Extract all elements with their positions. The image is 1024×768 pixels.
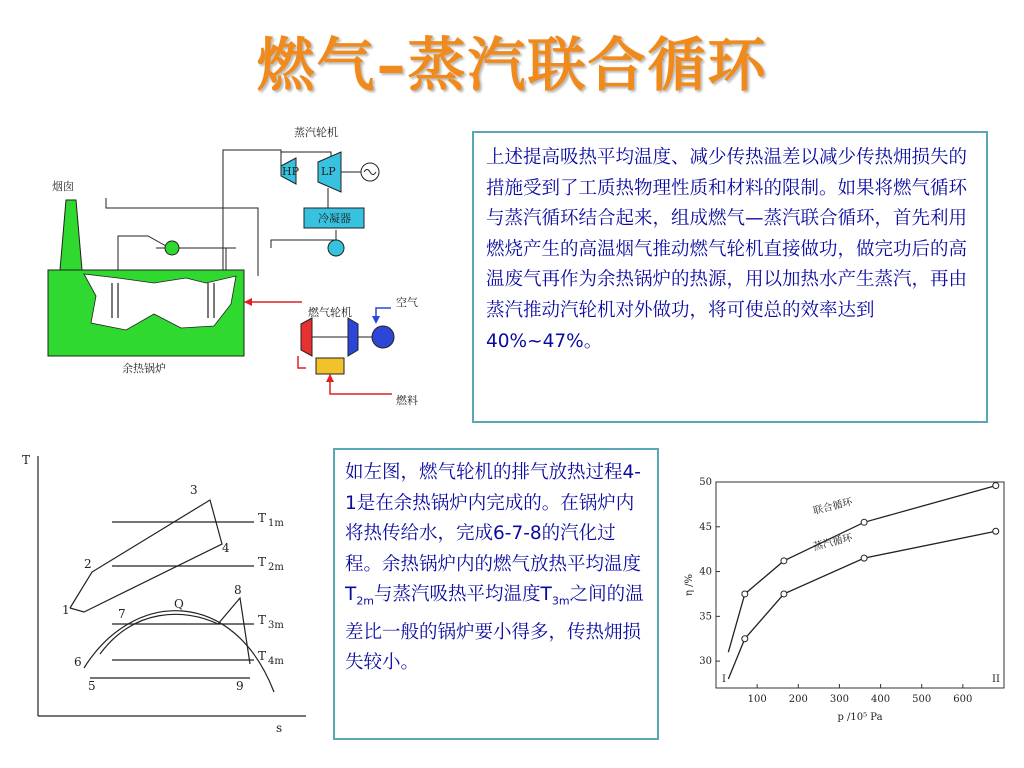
chimney-label: 烟囱 (52, 180, 74, 193)
y-tick-label-0: 30 (699, 656, 712, 668)
series-1-point-4 (993, 528, 999, 534)
s-axis-label: s (276, 721, 283, 735)
description-paragraph: 上述提高吸热平均温度、减少传热温差以减少传热㶲损失的措施受到了工质热物理性质和材料的限制。如果将燃气循环与蒸汽循环结合起来，组成燃气—蒸汽联合循环，首先利用燃烧产生的高温烟气推动燃气轮机直接做功，做完功后的高温废气再作为余热锅炉的热源，用以加热水产生蒸汽，再由蒸汽推动汽轮机对外做功，将可使总的效率达到40%~47%。 (486, 147, 968, 352)
series-line-0 (728, 486, 995, 653)
series-0-point-2 (781, 558, 787, 564)
y-axis-label: η /% (684, 573, 695, 597)
y-tick-label-4: 50 (699, 477, 712, 488)
point-9: 9 (236, 679, 244, 693)
point-6: 6 (74, 655, 82, 669)
point-1: 1 (62, 603, 70, 617)
t2m-label: T (258, 555, 267, 569)
region-label-i: I (722, 674, 726, 685)
y-tick-label-1: 35 (699, 611, 712, 623)
point-8: 8 (234, 583, 242, 597)
series-1-point-1 (742, 636, 748, 642)
description-box (472, 131, 988, 423)
x-tick-label-3: 400 (871, 694, 891, 705)
t1m-sub: 1m (268, 518, 284, 529)
condenser-label: 冷凝器 (318, 212, 351, 225)
chimney (60, 200, 82, 270)
region-label-ii: II (992, 674, 1000, 685)
t1m-label: T (258, 511, 267, 525)
series-0-point-4 (993, 483, 999, 489)
hp-label: HP (282, 165, 299, 178)
condensate-pump (328, 240, 344, 256)
ts-diagram (14, 448, 326, 740)
generator-icon-2 (372, 326, 394, 348)
efficiency-chart (672, 464, 1016, 726)
series-1-point-2 (781, 591, 787, 597)
explanation-sub1: 2m (356, 595, 375, 609)
x-tick-label-0: 100 (747, 694, 767, 705)
x-axis-label: p /10⁵ Pa (837, 712, 883, 723)
series-label-1: 蒸汽循环 (812, 532, 854, 554)
x-tick-label-5: 600 (953, 694, 973, 705)
point-3: 3 (190, 483, 198, 497)
series-label-0: 联合循环 (812, 496, 854, 518)
plot-frame (716, 482, 1004, 688)
explanation-box (333, 448, 659, 740)
steam-turbine-label: 蒸汽轮机 (294, 126, 338, 139)
y-tick-label-2: 40 (699, 566, 712, 578)
slide-title: 燃气–蒸汽联合循环 (256, 31, 768, 99)
series-line-1 (728, 531, 995, 679)
explanation-sub2: 3m (551, 595, 570, 609)
point-2: 2 (84, 557, 92, 571)
gas-turbine (301, 318, 312, 356)
x-tick-label-4: 500 (912, 694, 932, 705)
explanation-part1: 如左图，燃气轮机的排气放热过程4-1是在余热锅炉内完成的。在锅炉内将热传给水，完成6-7-8的汽化过程。余热锅炉内的燃气放热平均温度T (345, 462, 642, 606)
x-tick-label-1: 200 (788, 694, 808, 705)
t4m-sub: 4m (268, 656, 284, 667)
fuel-label: 燃料 (396, 394, 418, 407)
t4m-label: T (258, 649, 267, 663)
point-7: 7 (118, 607, 126, 621)
y-tick-label-3: 45 (699, 521, 712, 533)
combined-cycle-schematic (36, 118, 466, 410)
point-5: 5 (88, 679, 96, 693)
t3m-sub: 3m (268, 620, 284, 631)
combustor (316, 358, 344, 374)
air-label: 空气 (396, 296, 418, 309)
compressor (348, 318, 358, 356)
heat-q-label: Q (174, 597, 184, 611)
explanation-part2: 与蒸汽吸热平均温度T (374, 584, 552, 606)
explanation-part3: 之间的温差比一般的锅炉要小得多，传热㶲损失较小。 (345, 584, 644, 674)
point-4: 4 (222, 541, 230, 555)
gas-turbine-label: 燃气轮机 (308, 306, 352, 319)
t-axis-label: T (22, 453, 31, 467)
boiler-label: 余热锅炉 (122, 362, 166, 375)
x-tick-label-2: 300 (829, 694, 849, 705)
series-1-point-3 (861, 555, 867, 561)
t2m-sub: 2m (268, 562, 284, 573)
feed-pump (165, 241, 179, 255)
t3m-label: T (258, 613, 267, 627)
explanation-paragraph (345, 458, 649, 679)
series-0-point-1 (742, 591, 748, 597)
lp-label: LP (321, 165, 336, 178)
series-0-point-3 (861, 519, 867, 525)
